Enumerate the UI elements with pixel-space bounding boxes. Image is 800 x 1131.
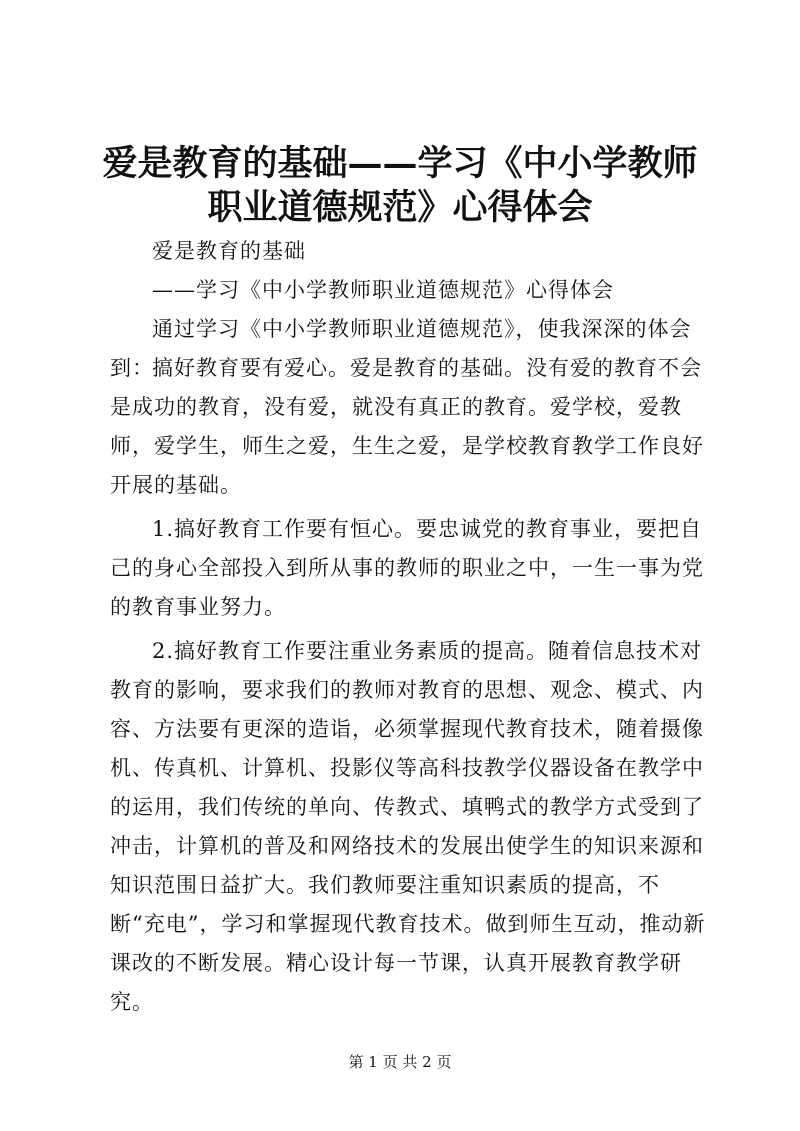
subtitle-line-1: 爱是教育的基础	[152, 239, 306, 263]
subtitle-line-2: ——学习《中小学教师职业道德规范》心得体会	[152, 278, 614, 302]
document-title: 爱是教育的基础——学习《中小学教师职业道德规范》心得体会	[102, 143, 698, 228]
paragraph-3: 2.搞好教育工作要注重业务素质的提高。随着信息技术对教育的影响，要求我们的教师对教育的思想、观念、模式、内容、方法要有更深的造诣，必须掌握现代教育技术，随着摄像机、传真机、计算机、投影仪等高科技教学仪器设备在教学中的运用，我们传统的单向、传教式、填鸭式的教学方式受到了冲击，计算机的普及和网络技术的发展出使学生的知识来源和知识范围日益扩大。我们教师要注重知识素质的提高，不断“充电”，学习和掌握现代教育技术。做到师生互动，推动新课改的不断发展。精心设计每一节课，认真开展教育教学研究。	[110, 639, 706, 1014]
paragraph-1: 搞好教育要有爱心。爱是教育的基础。没有爱的教育不会是成功的教育，没有爱，就没有真正的教育。爱学校，爱教师，爱学生，师生之爱，生生之爱，是学校教育教学工作良好开展的基础。	[110, 356, 704, 497]
intro-paragraph: 通过学习《中小学教师职业道德规范》，使我深深的体会到：	[110, 317, 692, 380]
paragraph-2: 1.搞好教育工作要有恒心。要忠诚党的教育事业，要把自己的身心全部投入到所从事的教师的职业之中，一生一事为党的教育事业努力。	[110, 517, 704, 619]
page-number-footer: 第 1 页 共 2 页	[348, 1053, 452, 1071]
